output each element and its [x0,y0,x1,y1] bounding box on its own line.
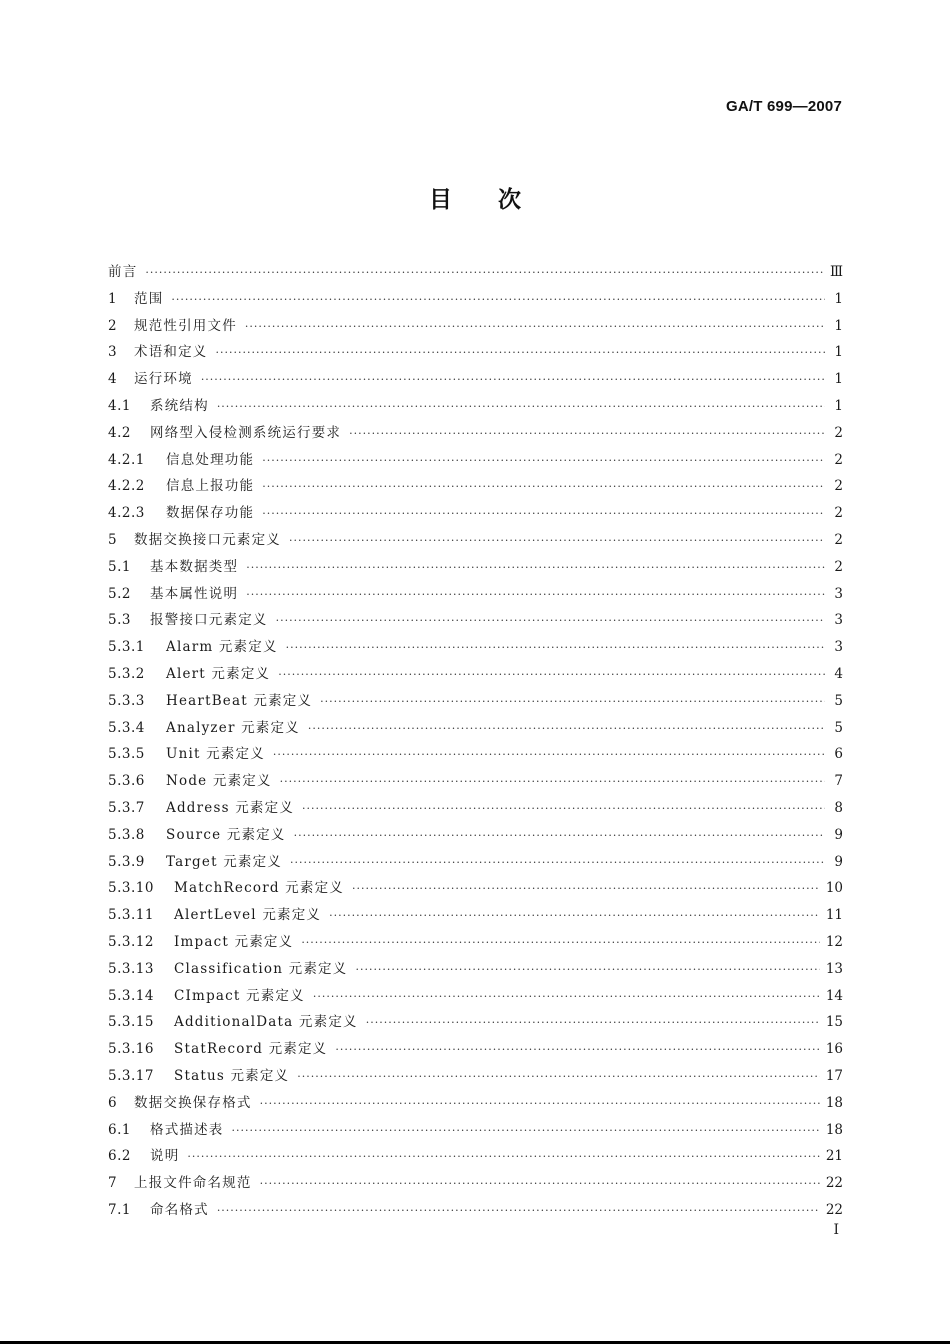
toc-entry-page: 21 [825,1148,843,1165]
toc-entry-number: 6.2 [108,1148,131,1165]
toc-entry-page: 9 [834,826,843,843]
toc-entry[interactable] [108,849,843,876]
toc-entry-number: 5.3.10 [108,880,154,897]
toc-leader-dots [349,421,825,448]
toc-entry-page: 6 [834,746,843,763]
toc-leader-dots [171,287,825,314]
toc-entry-page: 2 [834,451,843,468]
toc-entry[interactable] [108,875,843,902]
toc-entry-label: 数据保存功能 [166,505,255,522]
toc-leader-dots [145,260,824,287]
toc-leader-dots [320,689,825,716]
toc-leader-dots [260,1171,820,1198]
toc-leader-dots [313,984,820,1011]
toc-entry[interactable] [108,741,843,768]
toc-entry-number: 5.3.9 [108,853,145,870]
toc-leader-dots [278,662,825,689]
toc-entry[interactable] [108,688,843,715]
toc-leader-dots [352,876,820,903]
toc-entry-label: Address 元素定义 [166,799,295,816]
toc-entry-number: 5.3.14 [108,987,154,1004]
toc-entry-number: 5.3.3 [108,692,145,709]
toc-leader-dots [262,501,825,528]
toc-entry[interactable] [108,500,843,527]
toc-entry-number: 2 [108,317,118,334]
toc-leader-dots [245,314,825,341]
table-of-contents [108,259,843,1224]
toc-entry-number: 4 [108,371,118,388]
toc-entry-page: 2 [834,478,843,495]
toc-entry-number: 7 [108,1175,118,1192]
toc-leader-dots [308,716,825,743]
toc-entry-label: 格式描述表 [150,1121,224,1138]
toc-entry-number: 5.3.15 [108,1014,154,1031]
toc-entry-number: 5.3.2 [108,665,145,682]
toc-entry-label: Source 元素定义 [166,826,286,843]
toc-entry-page: 1 [834,397,843,414]
toc-entry[interactable] [108,286,843,313]
toc-entry-label: 信息上报功能 [166,478,255,495]
toc-entry-page: 2 [834,424,843,441]
toc-entry[interactable] [108,902,843,929]
toc-entry[interactable] [108,1090,843,1117]
toc-entry-page: 22 [825,1201,843,1218]
toc-entry-label: 基本属性说明 [150,585,239,602]
toc-entry[interactable] [108,1143,843,1170]
toc-entry-page: 7 [834,773,843,790]
document-code: GA/T 699—2007 [726,98,842,115]
toc-entry-number: 5.3 [108,612,131,629]
toc-entry-page: 2 [834,558,843,575]
toc-entry-number: 7.1 [108,1201,131,1218]
toc-entry-number: 5.1 [108,558,131,575]
toc-entry-number: 1 [108,290,118,307]
toc-entry-label: AdditionalData 元素定义 [174,1014,358,1031]
toc-entry-number: 5.3.5 [108,746,145,763]
toc-entry-page: 16 [825,1041,843,1058]
toc-entry-number: 6.1 [108,1121,131,1138]
toc-leader-dots [289,528,825,555]
toc-leader-dots [294,823,825,850]
toc-entry-page: 3 [834,612,843,629]
toc-leader-dots [273,742,825,769]
toc-leader-dots [302,796,825,823]
toc-entry[interactable] [108,983,843,1010]
toc-entry-page: 15 [825,1014,843,1031]
toc-entry[interactable] [108,1009,843,1036]
toc-entry[interactable] [108,795,843,822]
toc-entry-number: 5.3.12 [108,933,154,950]
toc-leader-dots [301,930,820,957]
toc-entry-page: 9 [834,853,843,870]
toc-entry-number: 4.2.1 [108,451,145,468]
toc-entry-label: 上报文件命名规范 [134,1175,252,1192]
toc-entry-label: 说明 [150,1148,180,1165]
toc-entry[interactable] [108,1197,843,1224]
toc-entry[interactable] [108,822,843,849]
toc-entry-page: 1 [834,344,843,361]
toc-entry-page: 3 [834,585,843,602]
toc-entry-label: 基本数据类型 [150,558,239,575]
toc-entry[interactable] [108,715,843,742]
toc-entry-number: 5.3.4 [108,719,145,736]
toc-entry-number: 4.1 [108,397,131,414]
toc-entry-label: StatRecord 元素定义 [174,1041,328,1058]
toc-entry-label: MatchRecord 元素定义 [174,880,344,897]
toc-entry-page: 11 [825,907,843,924]
toc-leader-dots [216,340,826,367]
toc-entry-label: 信息处理功能 [166,451,255,468]
toc-entry-page: 3 [834,639,843,656]
toc-entry-page: 2 [834,531,843,548]
toc-entry[interactable] [108,259,843,286]
toc-entry-label: Analyzer 元素定义 [166,719,300,736]
toc-entry-number: 4.2.3 [108,505,145,522]
toc-entry[interactable] [108,366,843,393]
toc-entry[interactable] [108,1170,843,1197]
toc-leader-dots [355,957,819,984]
page-title: 目次 [429,187,567,213]
toc-entry-number: 5.3.8 [108,826,145,843]
toc-leader-dots [217,394,825,421]
toc-entry-number: 5.3.7 [108,799,145,816]
toc-entry-label: CImpact 元素定义 [174,987,305,1004]
toc-entry[interactable] [108,1036,843,1063]
toc-leader-dots [232,1118,820,1145]
toc-entry-page: 5 [834,692,843,709]
toc-entry-page: 18 [825,1094,843,1111]
toc-entry[interactable] [108,447,843,474]
toc-entry-label: 运行环境 [134,371,193,388]
toc-entry[interactable] [108,768,843,795]
toc-entry-label: 命名格式 [150,1201,209,1218]
toc-leader-dots [201,367,825,394]
toc-entry-number: 5.3.16 [108,1041,154,1058]
toc-entry-page: 1 [834,290,843,307]
toc-entry-label: 系统结构 [150,397,209,414]
toc-entry[interactable] [108,313,843,340]
toc-entry-label: Status 元素定义 [174,1067,290,1084]
toc-entry[interactable] [108,339,843,366]
toc-entry-number: 5.3.11 [108,907,154,924]
toc-leader-dots [366,1010,820,1037]
toc-entry-page: 5 [834,719,843,736]
toc-entry-label: Node 元素定义 [166,773,272,790]
toc-leader-dots [290,850,825,877]
toc-entry-page: 12 [825,933,843,950]
toc-leader-dots [329,903,820,930]
page-number: I [833,1222,839,1238]
toc-leader-dots [187,1144,819,1171]
toc-entry-number: 5.3.1 [108,639,145,656]
toc-entry[interactable] [108,581,843,608]
toc-entry-label: AlertLevel 元素定义 [174,907,322,924]
toc-entry[interactable] [108,473,843,500]
toc-entry-label: Unit 元素定义 [166,746,265,763]
toc-entry[interactable] [108,393,843,420]
toc-leader-dots [246,555,825,582]
toc-entry[interactable] [108,634,843,661]
toc-entry-page: 2 [834,505,843,522]
toc-leader-dots [260,1091,820,1118]
toc-leader-dots [217,1198,820,1225]
toc-entry-number: 5.3.17 [108,1067,154,1084]
toc-entry-page: 14 [825,987,843,1004]
toc-entry-number: 6 [108,1094,118,1111]
toc-entry[interactable] [108,554,843,581]
toc-entry-page: 17 [825,1067,843,1084]
toc-entry-page: 10 [825,880,843,897]
toc-leader-dots [276,608,825,635]
toc-entry-number: 4.2.2 [108,478,145,495]
toc-entry-label: 术语和定义 [134,344,208,361]
toc-entry-label: 数据交换接口元素定义 [134,531,281,548]
toc-entry-page: Ⅲ [829,264,843,280]
toc-entry-label: 规范性引用文件 [134,317,237,334]
toc-entry-label: 前言 [108,264,138,280]
toc-leader-dots [335,1037,819,1064]
toc-leader-dots [262,448,825,475]
toc-entry[interactable] [108,527,843,554]
toc-entry-label: Impact 元素定义 [174,933,294,950]
toc-entry-label: Classification 元素定义 [174,960,348,977]
toc-leader-dots [286,635,825,662]
toc-entry-page: 4 [834,665,843,682]
toc-entry-label: 数据交换保存格式 [134,1094,252,1111]
toc-entry[interactable] [108,661,843,688]
toc-entry-label: Alarm 元素定义 [166,639,278,656]
toc-entry-label: Target 元素定义 [166,853,283,870]
toc-entry-label: 报警接口元素定义 [150,612,268,629]
toc-entry[interactable] [108,607,843,634]
toc-leader-dots [280,769,825,796]
toc-entry-page: 8 [834,799,843,816]
toc-leader-dots [262,474,825,501]
toc-entry-label: 范围 [134,290,164,307]
toc-entry-number: 5.2 [108,585,131,602]
toc-entry[interactable] [108,956,843,983]
toc-entry-page: 1 [834,317,843,334]
toc-entry-page: 1 [834,371,843,388]
toc-entry-number: 3 [108,344,118,361]
toc-entry[interactable] [108,1063,843,1090]
toc-entry-label: HeartBeat 元素定义 [166,692,313,709]
toc-entry[interactable] [108,929,843,956]
toc-entry-number: 4.2 [108,424,131,441]
toc-entry[interactable] [108,420,843,447]
toc-entry-number: 5.3.13 [108,960,154,977]
toc-entry-number: 5.3.6 [108,773,145,790]
toc-entry-page: 13 [825,960,843,977]
toc-entry-label: Alert 元素定义 [166,665,271,682]
toc-entry-page: 22 [825,1175,843,1192]
toc-entry-page: 18 [825,1121,843,1138]
toc-leader-dots [297,1064,820,1091]
toc-entry-label: 网络型入侵检测系统运行要求 [150,424,342,441]
toc-entry-number: 5 [108,531,118,548]
toc-entry[interactable] [108,1117,843,1144]
toc-leader-dots [246,582,825,609]
